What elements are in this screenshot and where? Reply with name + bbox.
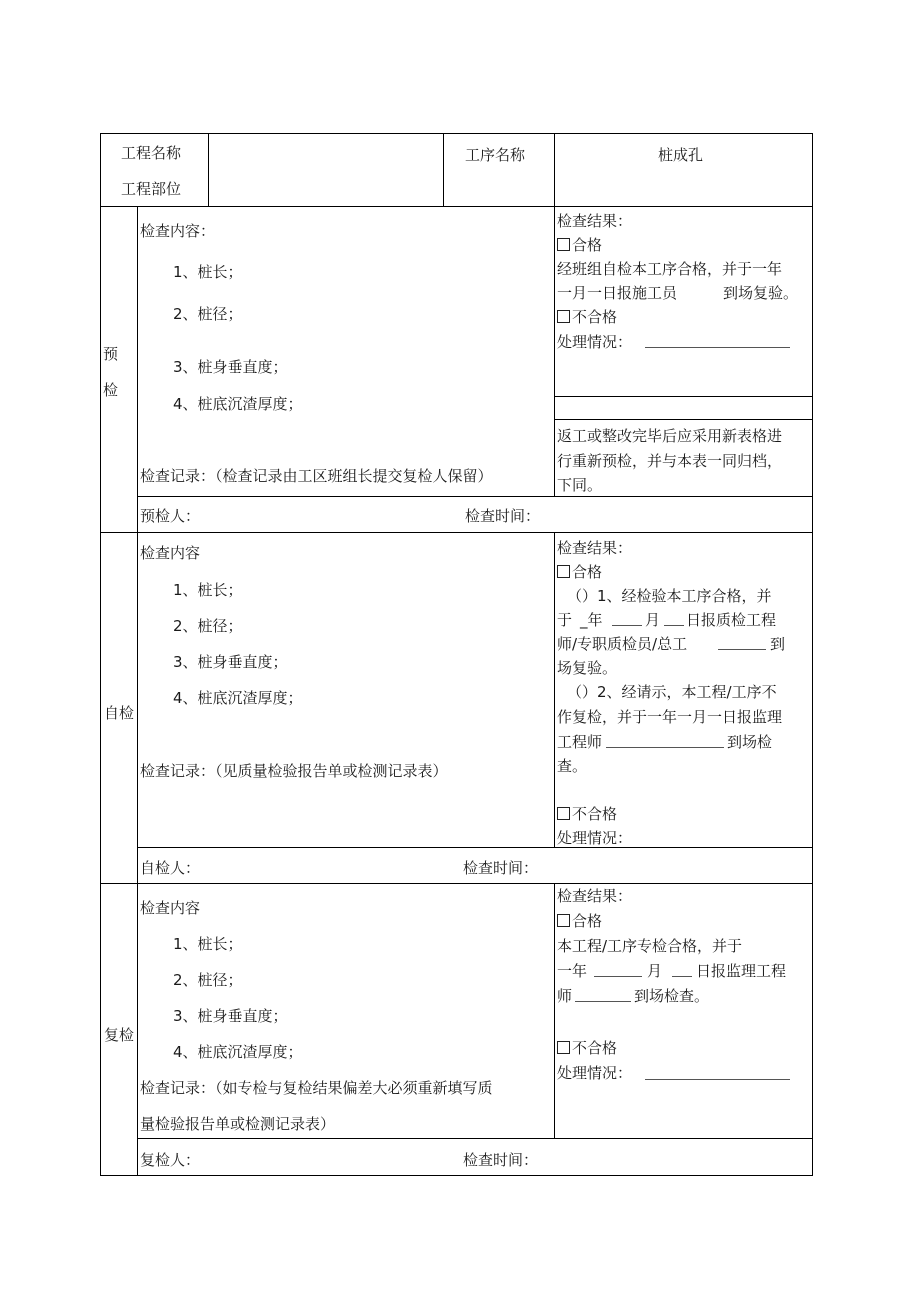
pre-check-note: 下同。	[557, 476, 603, 494]
checkbox-icon[interactable]	[557, 1041, 570, 1054]
checkbox-icon[interactable]	[557, 914, 570, 927]
grid-line	[100, 206, 813, 207]
pre-check-time: 检查时间：	[465, 507, 541, 525]
re-check-pass-text: 月	[647, 962, 663, 980]
self-check-label: 自检	[104, 704, 135, 722]
re-check-result-label: 检查结果：	[557, 887, 633, 905]
self-check-handling-label: 处理情况：	[557, 829, 633, 847]
self-check-option-1: 场复验。	[557, 659, 618, 677]
self-check-option-2: （）2、经请示，本工程/工序不	[567, 683, 777, 701]
re-check-content-label: 检查内容	[140, 899, 201, 917]
grid-line	[554, 532, 555, 847]
project-part-label: 工程部位	[121, 180, 182, 198]
self-check-pass-label: 合格	[572, 563, 603, 581]
self-check-content-label: 检查内容	[140, 544, 201, 562]
grid-line	[555, 419, 813, 420]
self-check-option-2: 工程师	[557, 733, 603, 751]
pre-check-item: 3、桩身垂直度；	[173, 358, 288, 376]
re-check-pass-text: 一年	[557, 962, 588, 980]
pre-check-pass-text: 一月一日报施工员	[557, 284, 678, 302]
grid-line	[137, 206, 138, 1176]
re-check-pass-text: 本工程/工序专检合格，并于	[557, 937, 743, 955]
grid-line	[555, 396, 813, 397]
project-name-label: 工程名称	[121, 144, 182, 162]
date-underline	[612, 625, 642, 626]
self-check-pass-option[interactable]	[557, 563, 602, 581]
pre-check-pass-label: 合格	[572, 236, 603, 254]
grid-line	[554, 133, 555, 206]
pre-check-label-2: 检	[103, 381, 119, 399]
grid-line	[554, 883, 555, 1138]
pre-check-result-label: 检查结果：	[557, 212, 633, 230]
pre-check-item: 4、桩底沉渣厚度；	[173, 395, 303, 413]
pre-check-content-label: 检查内容：	[140, 222, 216, 240]
grid-line	[137, 496, 813, 497]
self-check-result-label: 检查结果：	[557, 539, 633, 557]
pre-check-pass-text: 经班组自检本工序合格，并于一年	[557, 260, 783, 278]
self-check-item: 1、桩长；	[173, 581, 243, 599]
grid-line	[554, 206, 555, 496]
grid-line	[100, 1175, 813, 1176]
self-check-item: 4、桩底沉渣厚度；	[173, 689, 303, 707]
re-check-item: 2、桩径；	[173, 971, 243, 989]
grid-line	[443, 133, 444, 206]
re-check-fail-label: 不合格	[572, 1039, 618, 1057]
name-underline	[718, 649, 766, 650]
self-check-option-1: _年	[580, 611, 603, 629]
pre-check-fail-option[interactable]	[557, 308, 617, 326]
re-check-pass-text: 师	[557, 987, 573, 1005]
grid-line	[137, 1138, 813, 1139]
grid-line	[208, 133, 209, 206]
date-underline	[664, 625, 684, 626]
self-check-option-1: 于	[557, 611, 573, 629]
date-underline	[672, 976, 692, 977]
grid-line	[100, 133, 101, 1176]
self-check-option-1: 到	[770, 635, 786, 653]
pre-check-note: 行重新预检，并与本表一同归档，	[557, 452, 783, 470]
re-check-pass-label: 合格	[572, 912, 603, 930]
pre-check-handling-label: 处理情况：	[557, 333, 633, 351]
re-check-fail-option[interactable]	[557, 1039, 617, 1057]
pre-check-pass-option[interactable]	[557, 236, 602, 254]
name-underline	[606, 747, 724, 748]
self-check-item: 3、桩身垂直度；	[173, 653, 288, 671]
self-check-fail-label: 不合格	[572, 805, 618, 823]
self-check-option-2: 作复检，并于一年一月一日报监理	[557, 708, 783, 726]
grid-line	[100, 133, 813, 134]
grid-line	[812, 133, 813, 1176]
re-check-handling-label: 处理情况：	[557, 1064, 633, 1082]
re-check-pass-text: 日报监理工程	[696, 962, 787, 980]
self-check-time: 检查时间：	[463, 859, 539, 877]
process-name-label: 工序名称	[465, 146, 526, 164]
re-check-item: 1、桩长；	[173, 935, 243, 953]
self-check-record: 检查记录：（见质量检验报告单或检测记录表）	[140, 762, 448, 780]
self-check-option-2: 查。	[557, 757, 588, 775]
pre-check-record: 检查记录：（检查记录由工区班组长提交复检人保留）	[140, 467, 493, 485]
checkbox-icon[interactable]	[557, 238, 570, 251]
re-check-record: 量检验报告单或检测记录表）	[140, 1115, 336, 1133]
re-check-time: 检查时间：	[463, 1151, 539, 1169]
self-check-option-1: 月	[645, 611, 661, 629]
checkbox-icon[interactable]	[557, 565, 570, 578]
self-check-option-2: 到场检	[727, 733, 773, 751]
re-check-inspector: 复检人：	[140, 1151, 201, 1169]
re-check-record: 检查记录：（如专检与复检结果偏差大必须重新填写质	[140, 1079, 493, 1097]
grid-line	[137, 847, 813, 848]
pre-check-note: 返工或整改完毕后应采用新表格进	[557, 427, 783, 445]
process-name-value: 桩成孔	[658, 146, 704, 164]
re-check-pass-option[interactable]	[557, 912, 602, 930]
self-check-inspector: 自检人：	[140, 859, 201, 877]
checkbox-icon[interactable]	[557, 807, 570, 820]
handling-underline	[645, 1079, 790, 1080]
self-check-fail-option[interactable]	[557, 805, 617, 823]
grid-line	[100, 532, 813, 533]
grid-line	[100, 883, 813, 884]
pre-check-fail-label: 不合格	[572, 308, 618, 326]
self-check-item: 2、桩径；	[173, 617, 243, 635]
self-check-option-1: （）1、经检验本工序合格，并	[567, 587, 772, 605]
re-check-item: 3、桩身垂直度；	[173, 1007, 288, 1025]
re-check-pass-text: 到场检查。	[634, 987, 710, 1005]
self-check-option-1: 师/专职质检员/总工	[557, 635, 688, 653]
self-check-option-1: 日报质检工程	[686, 611, 777, 629]
re-check-label: 复检	[104, 1026, 135, 1044]
checkbox-icon[interactable]	[557, 310, 570, 323]
pre-check-pass-text: 到场复验。	[723, 284, 799, 302]
handling-underline	[645, 347, 790, 348]
pre-check-item: 1、桩长；	[173, 263, 243, 281]
pre-check-inspector: 预检人：	[140, 507, 201, 525]
date-underline	[594, 976, 642, 977]
pre-check-label-1: 预	[103, 345, 119, 363]
pre-check-item: 2、桩径；	[173, 305, 243, 323]
name-underline	[575, 1001, 631, 1002]
re-check-item: 4、桩底沉渣厚度；	[173, 1043, 303, 1061]
